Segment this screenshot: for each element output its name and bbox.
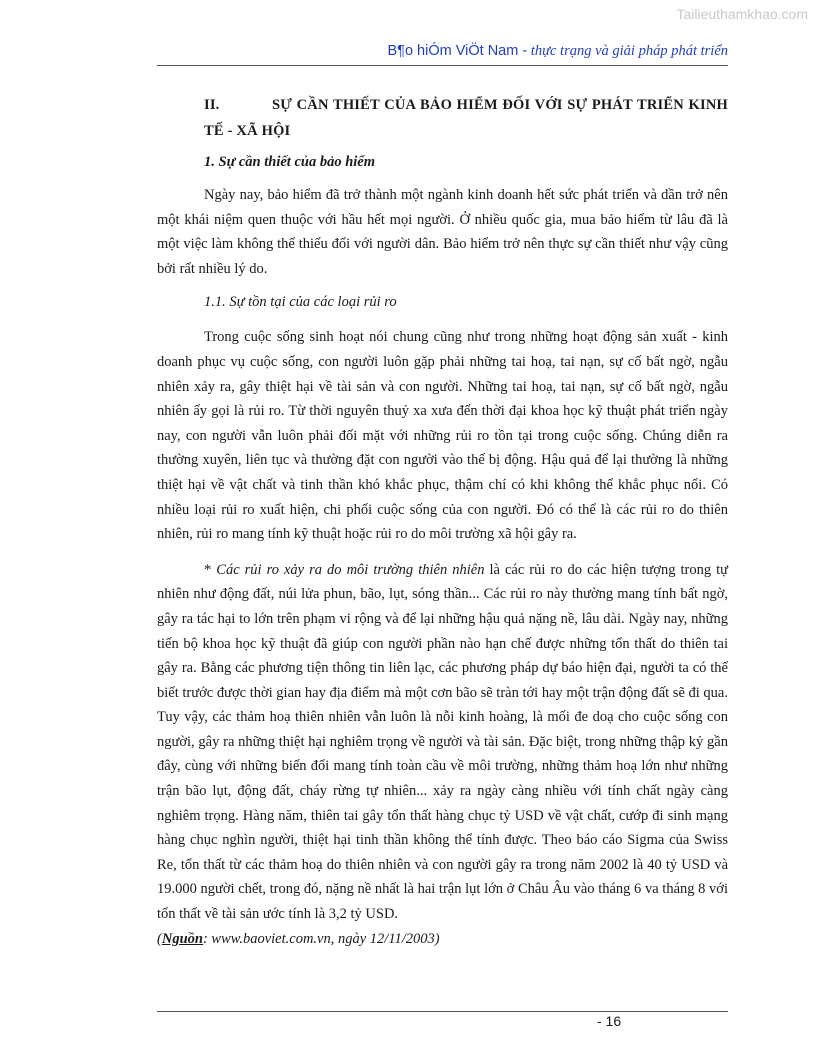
- header-title: B¶o hiÓm ViÖt Nam -: [387, 43, 528, 59]
- page-number: - 16: [597, 1013, 622, 1029]
- source-open: (: [157, 930, 162, 947]
- header-rule: [157, 65, 728, 66]
- section-number: II.: [204, 97, 220, 113]
- section-heading: [204, 92, 728, 144]
- header-subtitle: thực trạng và giải pháp phát triển: [527, 43, 728, 59]
- source-label: Nguồn: [161, 930, 203, 947]
- subsubsection-heading: 1.1. Sự tồn tại của các loại rủi ro: [204, 294, 397, 311]
- section-title: SỰ CẦN THIẾT CỦA BẢO HIỂM ĐỐI VỚI SỰ PHÁT TRIỂN KINH TẾ - XÃ HỘI: [204, 97, 728, 139]
- risk-paragraph: Trong cuộc sống sinh hoạt nói chung cũng như trong những hoạt động sản xuất - kinh doanh phục vụ cuộc sống, con người luôn gặp phải những tai hoạ, tai nạn, sự cố bất ngờ, ngẫu nhiên xảy ra, gây thiệt hại về tài sản và con người. Những tai hoạ, tai nạn, sự cố bất ngờ, ngẫu nhiên ấy gọi là rủi ro. Từ thời nguyên thuỷ xa xưa đến thời đại khoa học kỹ thuật phát triển ngày nay, con người vẫn luôn phải đối mặt với những rủi ro tồn tại trong cuộc sống. Chúng diễn ra thường xuyên, liên tục và thường đặt con người vào thế bị động. Hậu quả để lại thường là những thiệt hại về vật chất và tinh thần khó khắc phục, thậm chí có khi không thể khắc phục nổi. Có nhiều loại rủi ro xuất hiện, chi phối cuộc sống của con người. Đó có thể là các rủi ro do thiên nhiên, rủi ro mang tính kỹ thuật hoặc rủi ro do môi trường xã hội gây ra.: [157, 329, 728, 543]
- watermark: Tailieuthamkhao.com: [676, 6, 808, 22]
- nature-label: Các rủi ro xảy ra do môi trường thiên nhiên: [216, 561, 485, 578]
- source-text: : www.baoviet.com.vn, ngày 12/11/2003): [202, 930, 440, 947]
- source-citation: [157, 927, 728, 952]
- nature-text: là các rủi ro do các hiện tượng trong tự nhiên như động đất, núi lửa phun, bão, lụt, sóng thần... Các rủi ro này thường mang tính bất ngờ, gây ra tác hại to lớn trên phạm vi rộng và để lại những hậu quả nặng nề, lâu dài. Ngày nay, những tiến bộ khoa học kỹ thuật đã giúp con người phần nào hạn chế được những tổn thất do thiên tai gây ra. Bằng các phương tiện thông tin liên lạc, các phương pháp dự báo hiện đại, người ta có thể biết trước được thời gian hay địa điểm mà một cơn bão sẽ tràn tới hay một trận động đất sẽ đi qua. Tuy vậy, các thảm hoạ thiên nhiên vẫn luôn là nỗi kinh hoàng, là mối đe doạ cho cuộc sống con người, gây ra những thiệt hại nghiêm trọng về người và tài sản. Đặc biệt, trong những thập kỷ gần đây, cùng với những biến đổi mang tính toàn cầu về môi trường, những thảm hoạ lớn như những trận bão lụt, động đất, cháy rừng tự nhiên... xảy ra ngày càng nhiều với tính chất ngày càng nghiêm trọng. Hàng năm, thiên tai gây tổn thất hàng chục tỷ USD về vật chất, cướp đi sinh mạng hàng chục nghìn người, thiệt hại tinh thần không thể tính được. Theo báo cáo Sigma của Swiss Re, tổn thất từ các thảm hoạ do thiên nhiên và con người gây ra trong năm 2002 là 40 tỷ USD và 19.000 người chết, trong đó, nặng nề nhất là hai trận lụt lớn ở Châu Âu vào tháng 6 va tháng 8 với tổn thất về tài sản ước tính là 3,2 tỷ USD.: [157, 561, 728, 923]
- intro-paragraph: Ngày nay, bảo hiểm đã trở thành một ngành kinh doanh hết sức phát triển và dần trở nên một khái niệm quen thuộc với hầu hết mọi người. Ở nhiều quốc gia, mua bảo hiểm từ lâu đã là một việc làm không thể thiếu đối với người dân. Bảo hiểm trở nên thực sự cần thiết như vậy cũng bởi rất nhiều lý do.: [157, 187, 728, 277]
- running-header: [388, 43, 729, 60]
- subsection-heading: 1. Sự cần thiết của bảo hiểm: [204, 154, 376, 170]
- nature-paragraph: [157, 558, 728, 927]
- page-body: [157, 92, 728, 951]
- bullet-marker: *: [204, 561, 217, 578]
- footer-rule: [157, 1011, 728, 1012]
